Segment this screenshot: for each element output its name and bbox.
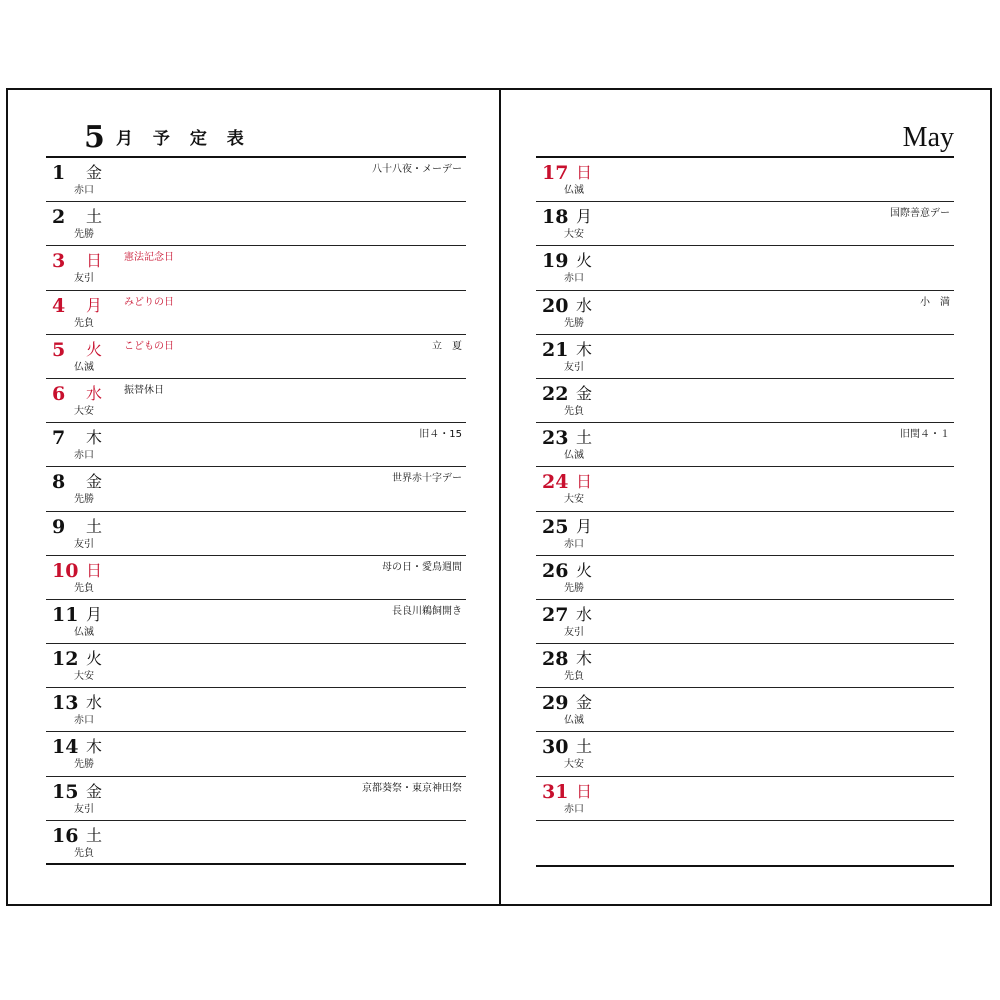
event-note: 小 満 [920,296,950,308]
weekday: 土 [576,428,593,448]
weekday: 日 [86,251,103,271]
day-number: 11 [52,603,79,626]
rokuyo-label: 友引 [564,626,584,638]
rokuyo-label: 先勝 [74,494,94,506]
weekday: 水 [86,693,103,713]
rokuyo-label: 赤口 [564,803,584,815]
day-row[interactable] [46,158,466,202]
weekday: 火 [86,339,103,359]
rokuyo-label: 赤口 [74,450,94,462]
weekday: 日 [86,560,103,580]
weekday: 金 [86,472,103,492]
weekday: 月 [86,604,103,624]
holiday-name: こどもの日 [124,340,174,352]
weekday: 木 [86,428,103,448]
day-number: 26 [542,559,569,582]
day-number: 5 [52,338,66,361]
weekday: 水 [576,295,593,315]
event-note: 旧４・15 [419,429,462,441]
left-page [46,90,466,904]
rokuyo-label: 友引 [564,361,584,373]
day-row[interactable] [46,202,466,246]
weekday: 木 [576,649,593,669]
weekday: 火 [86,649,103,669]
event-note: 世界赤十字デー [392,473,462,485]
day-number: 12 [52,648,79,671]
rokuyo-label: 仏滅 [564,185,584,196]
day-row[interactable] [46,335,466,379]
day-row[interactable] [46,291,466,335]
rokuyo-label: 先勝 [74,229,94,241]
day-number: 15 [52,780,79,803]
day-number: 1 [52,162,66,184]
weekday: 水 [576,604,593,624]
weekday: 水 [86,383,103,403]
day-number: 8 [52,471,66,494]
weekday: 月 [576,516,593,536]
left-day-list [46,158,466,865]
rokuyo-label: 先負 [74,317,94,329]
spine-divider [499,90,501,904]
day-row[interactable] [536,202,954,246]
rokuyo-label: 大安 [564,229,584,241]
day-row[interactable] [536,512,954,556]
rokuyo-label: 赤口 [74,185,94,196]
day-row[interactable] [46,777,466,821]
weekday: 日 [576,472,593,492]
event-note: 国際善意デー [890,208,950,220]
rokuyo-label: 仏滅 [564,715,584,727]
day-row[interactable] [46,644,466,688]
day-row[interactable] [536,158,954,202]
rokuyo-label: 赤口 [74,715,94,727]
rokuyo-label: 先勝 [564,317,584,329]
day-row[interactable] [536,688,954,732]
rokuyo-label: 赤口 [564,273,584,285]
day-row[interactable] [536,291,954,335]
rokuyo-label: 仏滅 [74,361,94,373]
blank-row[interactable] [536,821,954,867]
event-note: 立 夏 [432,340,462,352]
event-note: 京都葵祭・東京神田祭 [362,782,462,794]
weekday: 木 [86,737,103,757]
weekday: 金 [576,383,593,403]
rokuyo-label: 先勝 [74,759,94,771]
left-header [46,120,466,156]
day-number: 21 [542,338,569,361]
day-row[interactable] [536,423,954,467]
day-number: 28 [542,648,569,671]
day-number: 24 [542,471,569,494]
day-number: 6 [52,382,66,405]
weekday: 金 [86,163,103,182]
day-number: 31 [542,780,569,803]
rokuyo-label: 大安 [564,759,584,771]
weekday: 日 [576,781,593,801]
day-number: 10 [52,559,79,582]
day-number: 25 [542,515,569,538]
weekday: 日 [576,163,593,182]
rokuyo-label: 先負 [74,582,94,594]
day-number: 27 [542,603,569,626]
rokuyo-label: 先負 [564,671,584,683]
day-row[interactable] [46,467,466,511]
right-page [536,90,954,904]
day-number: 20 [542,294,569,317]
day-number: 30 [542,736,569,759]
day-row[interactable] [536,777,954,821]
weekday: 木 [576,339,593,359]
day-row[interactable] [46,821,466,865]
weekday: 土 [86,825,103,845]
day-number: 19 [542,250,569,273]
right-day-list [536,158,954,867]
rokuyo-label: 先勝 [564,582,584,594]
page-title: 月 予 定 表 [116,129,251,149]
right-header [536,120,954,156]
weekday: 土 [86,516,103,536]
day-row[interactable] [536,335,954,379]
rokuyo-label: 赤口 [564,538,584,550]
day-row[interactable] [46,246,466,290]
day-row[interactable] [536,246,954,290]
day-number: 7 [52,427,66,450]
day-row[interactable] [536,644,954,688]
weekday: 土 [576,737,593,757]
day-number: 17 [542,162,569,184]
rokuyo-label: 先負 [564,405,584,417]
day-row[interactable] [46,688,466,732]
holiday-name: 憲法記念日 [124,252,174,264]
event-note: 長良川鵜飼開き [392,605,462,617]
day-row[interactable] [46,423,466,467]
event-note: 母の日・愛鳥週間 [382,561,462,573]
event-note: 八十八夜・メーデー [372,164,462,175]
rokuyo-label: 仏滅 [74,626,94,638]
holiday-name: 振替休日 [124,384,164,396]
day-number: 16 [52,824,79,847]
day-number: 9 [52,515,66,538]
month-number: 5 [84,120,105,155]
day-row[interactable] [46,556,466,600]
weekday: 火 [576,251,593,271]
weekday: 月 [576,207,593,227]
day-row[interactable] [46,512,466,556]
weekday: 土 [86,207,103,227]
day-row[interactable] [46,732,466,776]
holiday-name: みどりの日 [124,296,174,308]
rokuyo-label: 大安 [74,671,94,683]
rokuyo-label: 友引 [74,538,94,550]
weekday: 月 [86,295,103,315]
day-row[interactable] [536,600,954,644]
planner-spread [6,88,992,906]
day-number: 2 [52,206,66,229]
month-name-english: May [902,122,954,153]
rokuyo-label: 大安 [74,405,94,417]
rokuyo-label: 仏滅 [564,450,584,462]
weekday: 火 [576,560,593,580]
day-number: 3 [52,250,66,273]
day-number: 4 [52,294,66,317]
day-number: 13 [52,692,79,715]
day-row[interactable] [536,556,954,600]
day-row[interactable] [46,379,466,423]
weekday: 金 [576,693,593,713]
weekday: 金 [86,781,103,801]
rokuyo-label: 先負 [74,847,94,859]
event-note: 旧閏４・１ [900,429,950,441]
day-number: 18 [542,206,569,229]
day-row[interactable] [536,467,954,511]
rokuyo-label: 大安 [564,494,584,506]
day-row[interactable] [46,600,466,644]
day-number: 23 [542,427,569,450]
day-row[interactable] [536,379,954,423]
day-number: 14 [52,736,79,759]
rokuyo-label: 友引 [74,803,94,815]
day-number: 29 [542,692,569,715]
rokuyo-label: 友引 [74,273,94,285]
day-row[interactable] [536,732,954,776]
day-number: 22 [542,382,569,405]
